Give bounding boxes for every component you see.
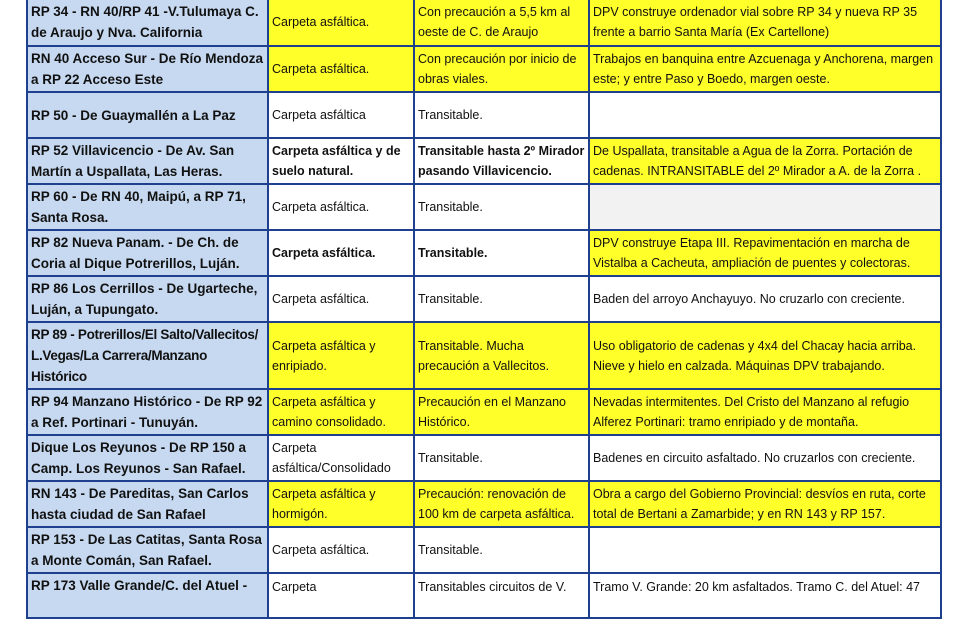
notes-cell xyxy=(589,184,941,230)
table-row xyxy=(27,389,941,435)
surface-cell: Carpeta xyxy=(268,573,414,618)
surface-cell: Carpeta asfáltica y de suelo natural. xyxy=(268,138,414,184)
status-cell: Transitable. xyxy=(414,92,589,138)
surface-cell: Carpeta asfáltica y camino consolidado. xyxy=(268,389,414,435)
table-row xyxy=(27,46,941,92)
status-cell: Transitable. xyxy=(414,276,589,322)
status-cell: Transitable. xyxy=(414,527,589,573)
notes-cell: Trabajos en banquina entre Azcuenaga y Anchorena, margen este; y entre Paso y Boedo, margen oeste. xyxy=(589,46,941,92)
status-cell: Transitable hasta 2º Mirador pasando Villavicencio. xyxy=(414,138,589,184)
status-cell: Con precaución a 5,5 km al oeste de C. de Araujo xyxy=(414,0,589,46)
surface-cell: Carpeta asfáltica xyxy=(268,92,414,138)
table-row xyxy=(27,527,941,573)
route-cell: RP 94 Manzano Histórico - De RP 92 a Ref. Portinari - Tunuyán. xyxy=(27,389,268,435)
notes-cell: Uso obligatorio de cadenas y 4x4 del Chacay hacia arriba. Nieve y hielo en calzada. Máquinas DPV trabajando. xyxy=(589,322,941,389)
table-row xyxy=(27,322,941,389)
route-cell: RP 52 Villavicencio - De Av. San Martín a Uspallata, Las Heras. xyxy=(27,138,268,184)
table-row xyxy=(27,92,941,138)
status-cell: Con precaución por inicio de obras viales. xyxy=(414,46,589,92)
surface-cell: Carpeta asfáltica. xyxy=(268,184,414,230)
status-cell: Transitable. xyxy=(414,435,589,481)
table-row xyxy=(27,276,941,322)
notes-cell: Baden del arroyo Anchayuyo. No cruzarlo con creciente. xyxy=(589,276,941,322)
status-cell: Precaución: renovación de 100 km de carpeta asfáltica. xyxy=(414,481,589,527)
route-cell: RP 60 - De RN 40, Maipú, a RP 71, Santa Rosa. xyxy=(27,184,268,230)
surface-cell: Carpeta asfáltica. xyxy=(268,276,414,322)
status-cell: Precaución en el Manzano Histórico. xyxy=(414,389,589,435)
road-status-table xyxy=(26,0,942,619)
notes-cell: De Uspallata, transitable a Agua de la Zorra. Portación de cadenas. INTRANSITABLE del 2º Mirador a A. de la Zorra . xyxy=(589,138,941,184)
route-cell: RN 143 - De Pareditas, San Carlos hasta ciudad de San Rafael xyxy=(27,481,268,527)
table-row xyxy=(27,230,941,276)
route-cell: RP 34 - RN 40/RP 41 -V.Tulumaya C. de Araujo y Nva. California xyxy=(27,0,268,46)
notes-cell: Tramo V. Grande: 20 km asfaltados. Tramo C. del Atuel: 47 xyxy=(589,573,941,618)
surface-cell: Carpeta asfáltica y hormigón. xyxy=(268,481,414,527)
surface-cell: Carpeta asfáltica y enripiado. xyxy=(268,322,414,389)
status-cell: Transitable. xyxy=(414,230,589,276)
route-cell: RP 153 - De Las Catitas, Santa Rosa a Monte Comán, San Rafael. xyxy=(27,527,268,573)
table-row xyxy=(27,138,941,184)
notes-cell: DPV construye ordenador vial sobre RP 34 y nueva RP 35 frente a barrio Santa María (Ex Cartellone) xyxy=(589,0,941,46)
route-cell: RP 89 - Potrerillos/El Salto/Vallecitos/ L.Vegas/La Carrera/Manzano Histórico xyxy=(27,322,268,389)
surface-cell: Carpeta asfáltica. xyxy=(268,527,414,573)
route-cell: RP 173 Valle Grande/C. del Atuel - xyxy=(27,573,268,618)
status-cell: Transitables circuitos de V. xyxy=(414,573,589,618)
surface-cell: Carpeta asfáltica. xyxy=(268,46,414,92)
notes-cell: Badenes en circuito asfaltado. No cruzarlos con creciente. xyxy=(589,435,941,481)
notes-cell: DPV construye Etapa III. Repavimentación en marcha de Vistalba a Cacheuta, ampliación de puentes y colectoras. xyxy=(589,230,941,276)
route-cell: RP 86 Los Cerrillos - De Ugarteche, Luján, a Tupungato. xyxy=(27,276,268,322)
table-row xyxy=(27,0,941,46)
notes-cell: Obra a cargo del Gobierno Provincial: desvíos en ruta, corte total de Bertani a Zamarbide; y en RN 143 y RP 157. xyxy=(589,481,941,527)
notes-cell: Nevadas intermitentes. Del Cristo del Manzano al refugio Alferez Portinari: tramo enripiado y de montaña. xyxy=(589,389,941,435)
surface-cell: Carpeta asfáltica. xyxy=(268,230,414,276)
surface-cell: Carpeta asfáltica/Consolidado xyxy=(268,435,414,481)
table-row xyxy=(27,573,941,618)
table-row xyxy=(27,184,941,230)
surface-cell: Carpeta asfáltica. xyxy=(268,0,414,46)
route-cell: RP 50 - De Guaymallén a La Paz xyxy=(27,92,268,138)
status-cell: Transitable. xyxy=(414,184,589,230)
notes-cell xyxy=(589,92,941,138)
notes-cell xyxy=(589,527,941,573)
table-row xyxy=(27,435,941,481)
status-cell: Transitable. Mucha precaución a Vallecitos. xyxy=(414,322,589,389)
route-cell: RP 82 Nueva Panam. - De Ch. de Coria al Dique Potrerillos, Luján. xyxy=(27,230,268,276)
route-cell: RN 40 Acceso Sur - De Río Mendoza a RP 22 Acceso Este xyxy=(27,46,268,92)
table-row xyxy=(27,481,941,527)
route-cell: Dique Los Reyunos - De RP 150 a Camp. Los Reyunos - San Rafael. xyxy=(27,435,268,481)
